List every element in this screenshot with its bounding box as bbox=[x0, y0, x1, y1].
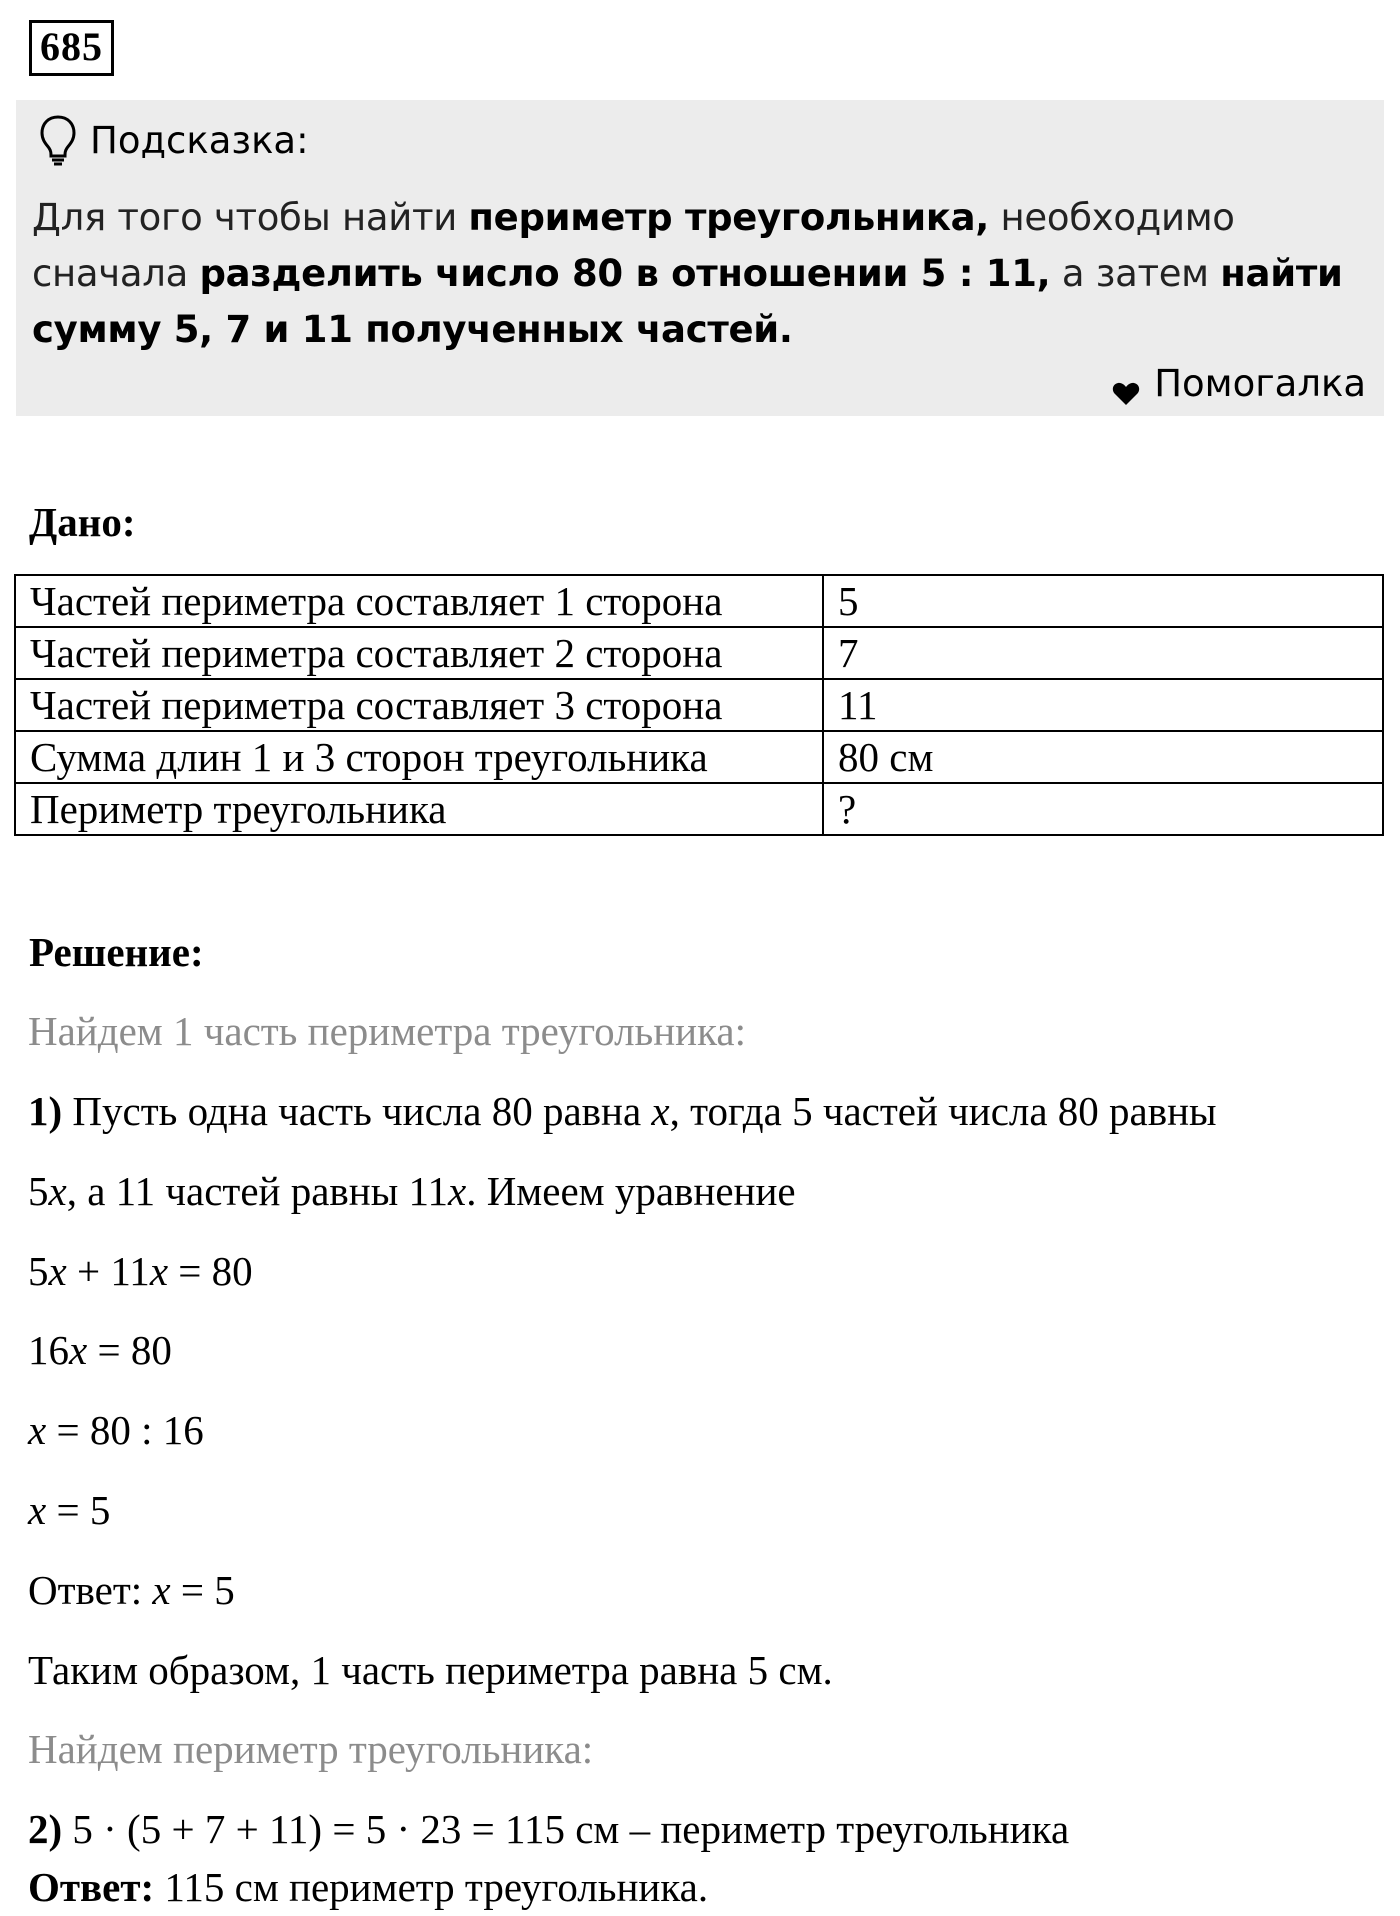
heart-icon bbox=[1112, 372, 1140, 396]
equation-2 bbox=[28, 1325, 172, 1375]
brand-name: Помогалка bbox=[1154, 362, 1366, 405]
final-answer-text: 115 см периметр треугольника. bbox=[154, 1864, 709, 1910]
table-cell-value: 11 bbox=[823, 679, 1383, 731]
text-part: Ответ: bbox=[28, 1567, 153, 1613]
equation-4 bbox=[28, 1485, 110, 1535]
task-number: 685 bbox=[29, 20, 114, 76]
hint-header bbox=[38, 110, 309, 170]
text-part: 5 bbox=[28, 1248, 49, 1294]
solution-title: Решение: bbox=[29, 929, 204, 975]
given-title: Дано: bbox=[29, 499, 136, 545]
hint-text-bold: периметр треугольника, bbox=[468, 196, 990, 239]
given-table bbox=[14, 574, 1384, 836]
hint-title: Подсказка: bbox=[90, 118, 309, 162]
table-row bbox=[15, 575, 1383, 627]
hint-text-part: Для того чтобы найти bbox=[32, 196, 469, 239]
final-answer bbox=[28, 1862, 708, 1912]
text-part: Пусть одна часть числа 80 равна bbox=[62, 1088, 652, 1134]
text-part: . Имеем уравнение bbox=[466, 1168, 796, 1214]
step-number: 2) bbox=[28, 1806, 63, 1852]
table-row bbox=[15, 679, 1383, 731]
equation-3 bbox=[28, 1405, 204, 1455]
hint-text bbox=[32, 190, 1372, 358]
table-cell-value: 7 bbox=[823, 627, 1383, 679]
lightbulb-icon bbox=[38, 114, 78, 166]
text-part: 16 bbox=[28, 1327, 69, 1373]
step2-intro: Найдем периметр треугольника: bbox=[28, 1726, 594, 1772]
hint-text-bold: разделить число 80 в отношении 5 : 11, bbox=[199, 252, 1051, 295]
step1-line1 bbox=[28, 1086, 1217, 1136]
conclusion-1: Таким образом, 1 часть периметра равна 5 см. bbox=[28, 1647, 833, 1693]
table-cell-label: Частей периметра составляет 3 сторона bbox=[15, 679, 823, 731]
variable-x: x bbox=[28, 1407, 47, 1453]
text-part: = 5 bbox=[170, 1567, 235, 1613]
text-part: 5 bbox=[28, 1168, 49, 1214]
step1-intro: Найдем 1 часть периметра треугольника: bbox=[28, 1008, 747, 1054]
table-cell-value: 80 см bbox=[823, 731, 1383, 783]
table-row bbox=[15, 783, 1383, 835]
text-part: , а 11 частей равны 11 bbox=[66, 1168, 448, 1214]
variable-x: x bbox=[149, 1248, 169, 1294]
table-row bbox=[15, 731, 1383, 783]
text-part: , тогда 5 частей числа 80 равны bbox=[669, 1088, 1217, 1134]
text-part: = 80 bbox=[168, 1248, 253, 1294]
table-cell-label: Частей периметра составляет 2 сторона bbox=[15, 627, 823, 679]
table-cell-label: Частей периметра составляет 1 сторона bbox=[15, 575, 823, 627]
text-part: = 80 : 16 bbox=[46, 1407, 204, 1453]
table-cell-label: Сумма длин 1 и 3 сторон треугольника bbox=[15, 731, 823, 783]
table-row bbox=[15, 627, 1383, 679]
hint-text-bold: найти сумму 5, 7 и 11 полученных частей. bbox=[32, 252, 1343, 351]
variable-x: x bbox=[28, 1487, 47, 1533]
brand-label bbox=[1112, 362, 1366, 405]
variable-x: x bbox=[48, 1248, 67, 1294]
table-cell-value: ? bbox=[823, 783, 1383, 835]
table-cell-value: 5 bbox=[823, 575, 1383, 627]
step1-line2 bbox=[28, 1166, 796, 1216]
final-answer-label: Ответ: bbox=[28, 1864, 155, 1910]
variable-x: x bbox=[651, 1088, 670, 1134]
table-cell-label: Периметр треугольника bbox=[15, 783, 823, 835]
variable-x: x bbox=[447, 1168, 467, 1214]
text-part: 5 · (5 + 7 + 11) = 5 · 23 = 115 см – периметр треугольника bbox=[62, 1806, 1070, 1852]
hint-text-part: необходимо сначала bbox=[32, 196, 1235, 295]
variable-x: x bbox=[48, 1168, 67, 1214]
hint-box bbox=[16, 100, 1384, 416]
equation-1 bbox=[28, 1246, 253, 1296]
hint-text-part: а затем bbox=[1050, 252, 1221, 295]
variable-x: x bbox=[152, 1567, 171, 1613]
text-part: = 80 bbox=[87, 1327, 172, 1373]
text-part: = 5 bbox=[46, 1487, 111, 1533]
step-number: 1) bbox=[28, 1088, 63, 1134]
variable-x: x bbox=[69, 1327, 88, 1373]
step2-line bbox=[28, 1804, 1069, 1854]
text-part: + 11 bbox=[66, 1248, 150, 1294]
answer-1 bbox=[28, 1565, 235, 1615]
